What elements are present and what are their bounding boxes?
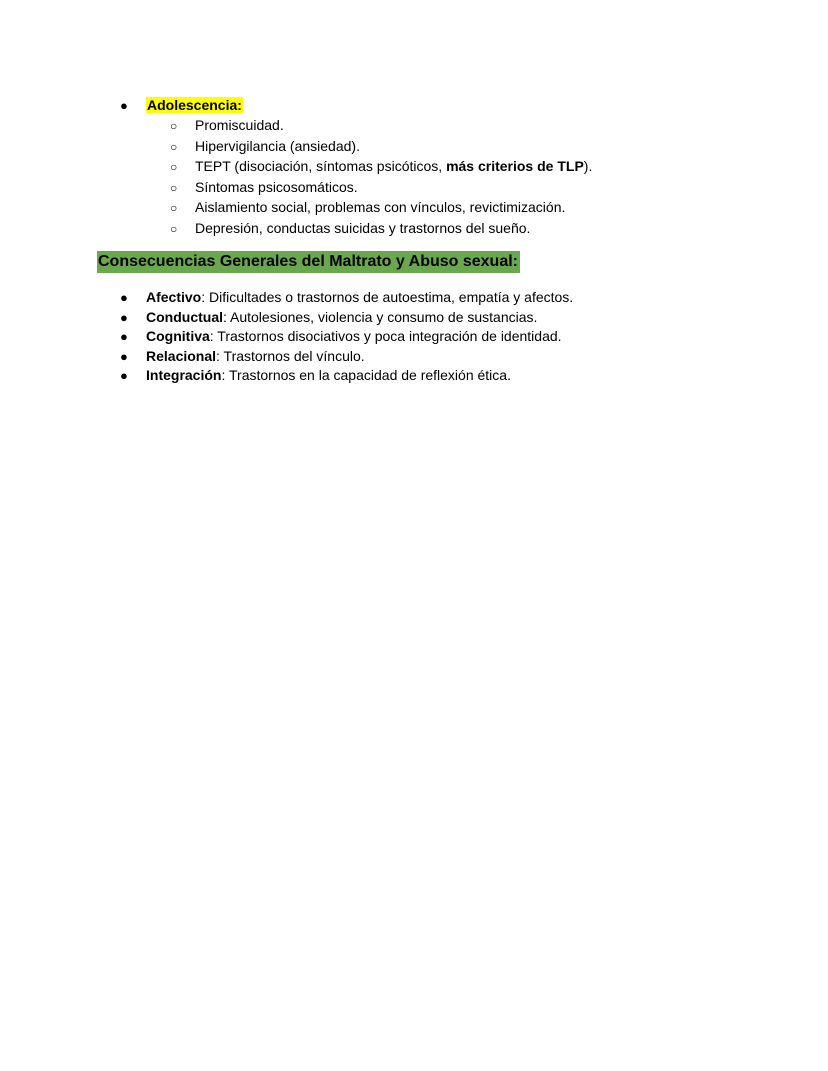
bullet-dot: ● — [120, 290, 128, 305]
list-item — [120, 288, 573, 308]
item-text: Promiscuidad. — [195, 117, 284, 133]
bullet-circle: ○ — [170, 180, 178, 195]
bullet-dot: ● — [120, 329, 128, 345]
bullet-circle: ○ — [170, 201, 178, 216]
bullet-circle: ○ — [170, 160, 178, 175]
list-item — [170, 157, 592, 178]
item-text: Hipervigilancia (ansiedad). — [195, 137, 360, 154]
item-text: Depresión, conductas suicidas y trastornos del sueño. — [195, 219, 531, 236]
bullet-dot: ● — [120, 98, 128, 113]
item-desc: : Dificultades o trastornos de autoestima, empatía y afectos. — [201, 289, 574, 305]
item-desc: : Trastornos del vínculo. — [216, 347, 365, 364]
consecuencias-list — [120, 288, 573, 386]
adolescencia-sublist — [170, 116, 592, 240]
bullet-circle: ○ — [170, 221, 178, 236]
list-item — [120, 327, 573, 347]
adolescencia-label: Adolescencia: — [147, 97, 242, 113]
item-term: Integración — [146, 367, 222, 384]
list-item — [120, 308, 573, 328]
item-term: Cognitiva — [146, 328, 210, 345]
list-item — [170, 137, 592, 158]
list-item — [170, 178, 592, 199]
bullet-dot: ● — [120, 348, 128, 364]
bullet-dot: ● — [120, 368, 128, 384]
item-desc: : Trastornos en la capacidad de reflexión ética. — [221, 367, 511, 384]
list-item — [170, 116, 592, 137]
item-text: Síntomas psicosomáticos. — [195, 178, 358, 195]
item-text-bold: más criterios de TLP — [446, 158, 584, 175]
item-desc: : Trastornos disociativos y poca integración de identidad. — [209, 328, 562, 345]
bullet-dot: ● — [120, 309, 128, 325]
bullet-circle: ○ — [170, 119, 178, 133]
list-item — [170, 198, 592, 219]
item-text: Aislamiento social, problemas con vínculos, revictimización. — [195, 199, 566, 216]
item-desc: : Autolesiones, violencia y consumo de sustancias. — [223, 308, 538, 325]
list-item — [120, 366, 573, 386]
list-item — [120, 347, 573, 367]
item-text-pre: TEPT (disociación, síntomas psicóticos, — [195, 158, 447, 175]
item-term: Relacional — [146, 347, 217, 364]
section-heading-consecuencias: Consecuencias Generales del Maltrato y Abuso sexual: — [97, 251, 520, 273]
item-text-post: ). — [583, 158, 593, 175]
adolescencia-bullet — [120, 96, 243, 115]
item-term: Afectivo — [146, 289, 202, 305]
list-item — [170, 219, 592, 240]
bullet-circle: ○ — [170, 139, 178, 154]
item-term: Conductual — [146, 308, 223, 325]
